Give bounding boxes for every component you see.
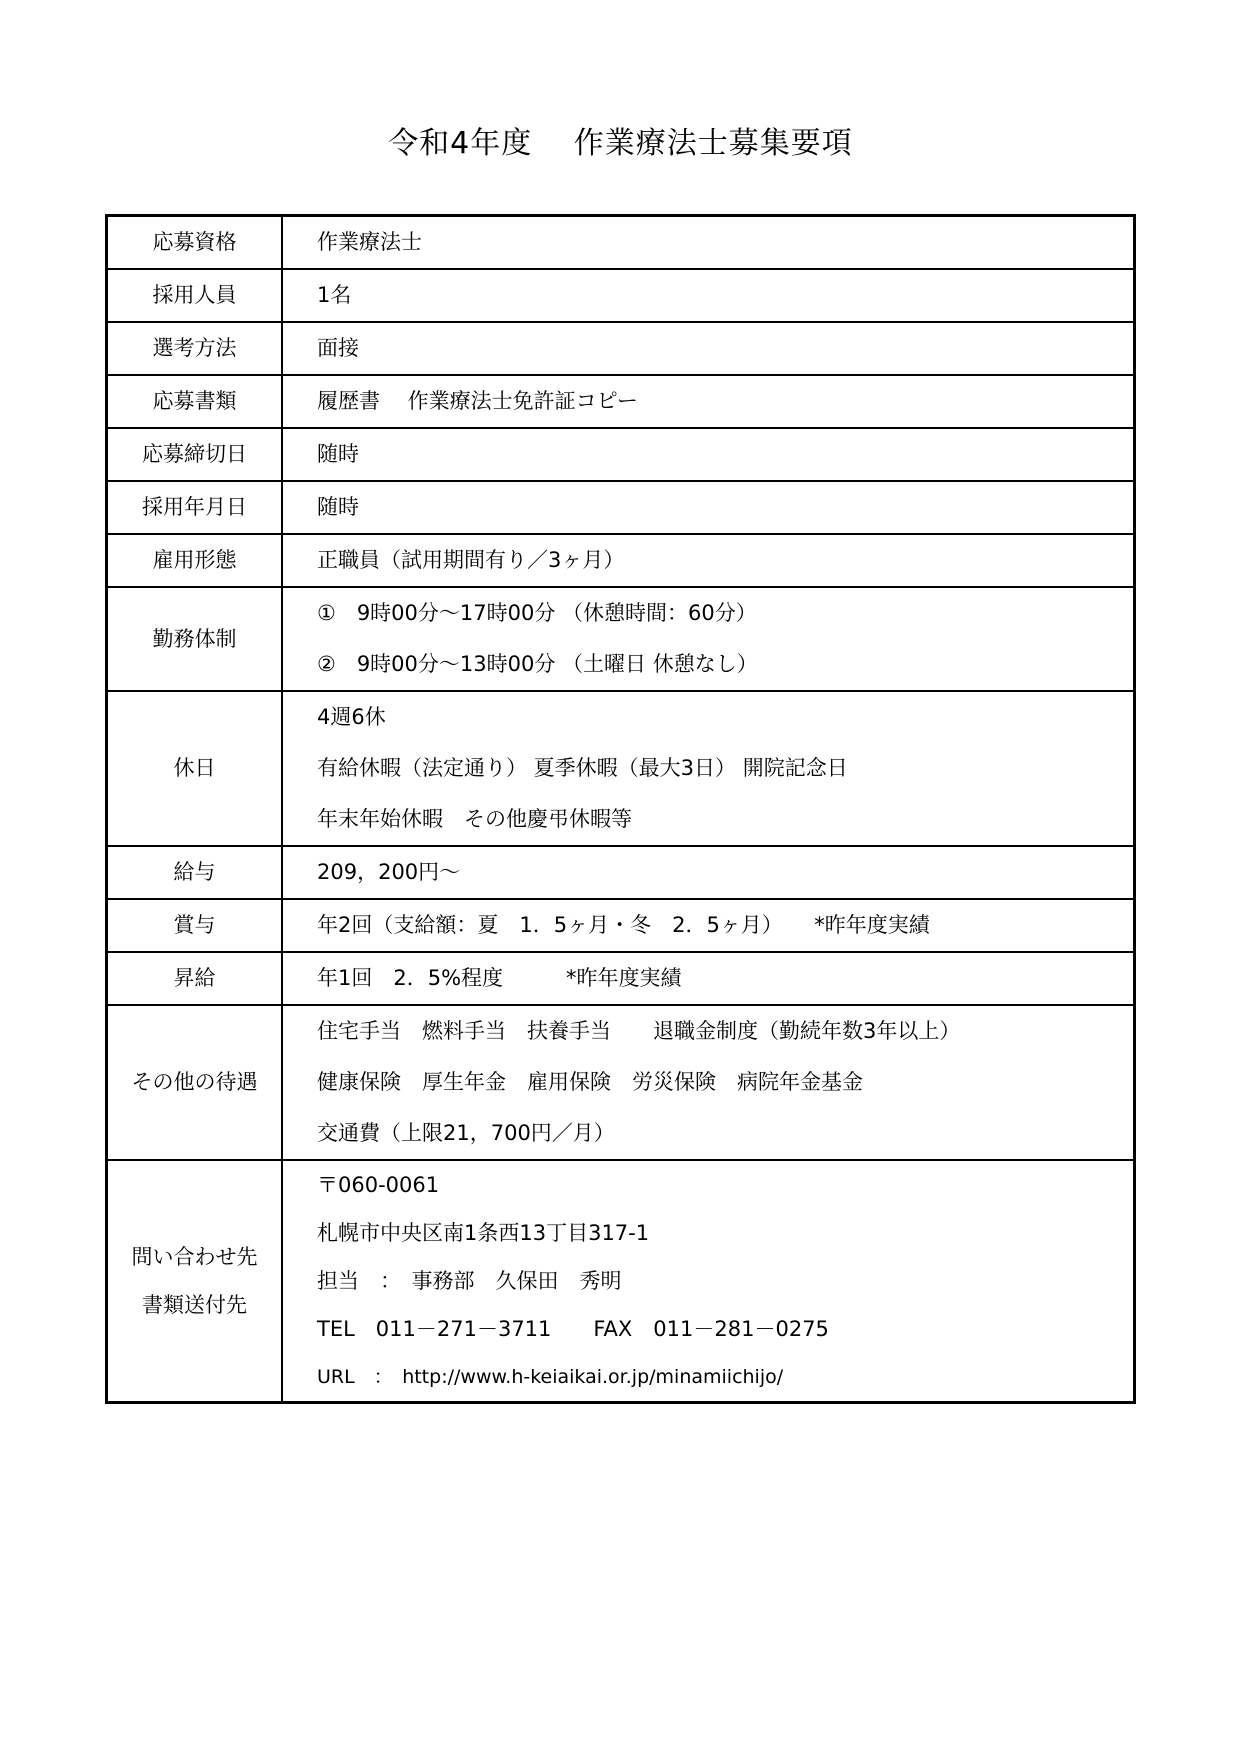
label-line: 勤務体制 xyxy=(152,626,237,651)
value-line: 年1回 2．5%程度 *昨年度実績 xyxy=(317,966,682,990)
value-line: 面接 xyxy=(317,336,359,360)
label-line: 応募締切日 xyxy=(142,442,247,466)
value-line: 住宅手当 燃料手当 扶養手当 退職金制度（勤続年数3年以上） xyxy=(317,1019,961,1043)
row-value xyxy=(282,269,1135,322)
value-line: 209，200円～ xyxy=(317,860,461,884)
value-line: 年2回（支給額：夏 1．5ヶ月・冬 2．5ヶ月） *昨年度実績 xyxy=(317,913,930,937)
label-line: 応募書類 xyxy=(152,389,237,413)
row-value xyxy=(282,375,1135,428)
row-label xyxy=(107,375,283,428)
row-label xyxy=(107,216,283,270)
label-line: 給与 xyxy=(173,860,216,884)
row-value xyxy=(282,1160,1135,1403)
table-row-raise xyxy=(107,952,1135,1005)
value-line: 正職員（試用期間有り／3ヶ月） xyxy=(317,548,625,572)
row-label xyxy=(107,691,283,846)
row-value xyxy=(282,428,1135,481)
table-row-work-schedule xyxy=(107,587,1135,691)
row-label xyxy=(107,534,283,587)
table-row-qualification xyxy=(107,216,1135,270)
row-value xyxy=(282,534,1135,587)
contact-person: 担当 ： 事務部 久保田 秀明 xyxy=(317,1269,622,1293)
row-value xyxy=(282,952,1135,1005)
value-line: ① 9時00分～17時00分 （休憩時間：60分） xyxy=(317,601,757,625)
table-row-other-benefits xyxy=(107,1005,1135,1160)
label-line: 賞与 xyxy=(173,913,216,937)
row-label xyxy=(107,587,283,691)
row-label xyxy=(107,1160,283,1403)
row-label xyxy=(107,481,283,534)
row-label xyxy=(107,322,283,375)
table-row-bonus xyxy=(107,899,1135,952)
table-row-deadline xyxy=(107,428,1135,481)
value-line: 健康保険 厚生年金 雇用保険 労災保険 病院年金基金 xyxy=(317,1070,863,1094)
value-line: 随時 xyxy=(317,442,359,466)
page-title: 令和4年度 作業療法士募集要項 xyxy=(388,126,853,161)
value-line: ② 9時00分～13時00分 （土曜日 休憩なし） xyxy=(317,652,758,676)
postal-code: 〒060-0061 xyxy=(317,1173,440,1197)
value-line: 履歴書 作業療法士免許証コピー xyxy=(317,389,638,413)
row-value xyxy=(282,216,1135,270)
label-line: 書類送付先 xyxy=(142,1293,247,1317)
address: 札幌市中央区南1条西13丁目317-1 xyxy=(317,1221,650,1245)
phone-fax: TEL 011－271－3711 FAX 011－281－0275 xyxy=(317,1317,829,1341)
label-line: 採用人員 xyxy=(152,283,237,307)
recruitment-table xyxy=(105,214,1136,1404)
row-value xyxy=(282,587,1135,691)
row-value xyxy=(282,691,1135,846)
table-row-contact xyxy=(107,1160,1135,1403)
table-row-headcount xyxy=(107,269,1135,322)
row-label xyxy=(107,952,283,1005)
value-line: 年末年始休暇 その他慶弔休暇等 xyxy=(317,807,632,831)
table-row-employment-type xyxy=(107,534,1135,587)
row-label xyxy=(107,899,283,952)
row-value xyxy=(282,322,1135,375)
value-line: 随時 xyxy=(317,495,359,519)
label-line: 問い合わせ先 xyxy=(131,1245,258,1269)
row-value xyxy=(282,1005,1135,1160)
label-line: 昇給 xyxy=(173,966,216,990)
row-label xyxy=(107,428,283,481)
value-line: 4週6休 xyxy=(317,705,386,729)
row-label xyxy=(107,269,283,322)
label-line: 雇用形態 xyxy=(152,548,237,572)
row-label xyxy=(107,846,283,899)
label-line: 採用年月日 xyxy=(142,495,247,519)
table-row-holidays xyxy=(107,691,1135,846)
label-line: 休日 xyxy=(173,756,216,780)
row-label xyxy=(107,1005,283,1160)
table-row-start-date xyxy=(107,481,1135,534)
label-line: 選考方法 xyxy=(152,336,237,360)
label-line: その他の待遇 xyxy=(131,1070,258,1094)
table-row-documents xyxy=(107,375,1135,428)
table-row-selection-method xyxy=(107,322,1135,375)
row-value xyxy=(282,481,1135,534)
value-line: 有給休暇（法定通り） 夏季休暇（最大3日） 開院記念日 xyxy=(317,756,848,780)
row-value xyxy=(282,846,1135,899)
value-line: 1名 xyxy=(317,283,352,307)
table-row-salary xyxy=(107,846,1135,899)
row-value xyxy=(282,899,1135,952)
website-url: URL ： http://www.h-keiaikai.or.jp/minamiichijo/ xyxy=(317,1366,784,1388)
value-line: 作業療法士 xyxy=(317,230,422,254)
label-line: 応募資格 xyxy=(152,230,237,254)
value-line: 交通費（上限21，700円／月） xyxy=(317,1121,615,1145)
